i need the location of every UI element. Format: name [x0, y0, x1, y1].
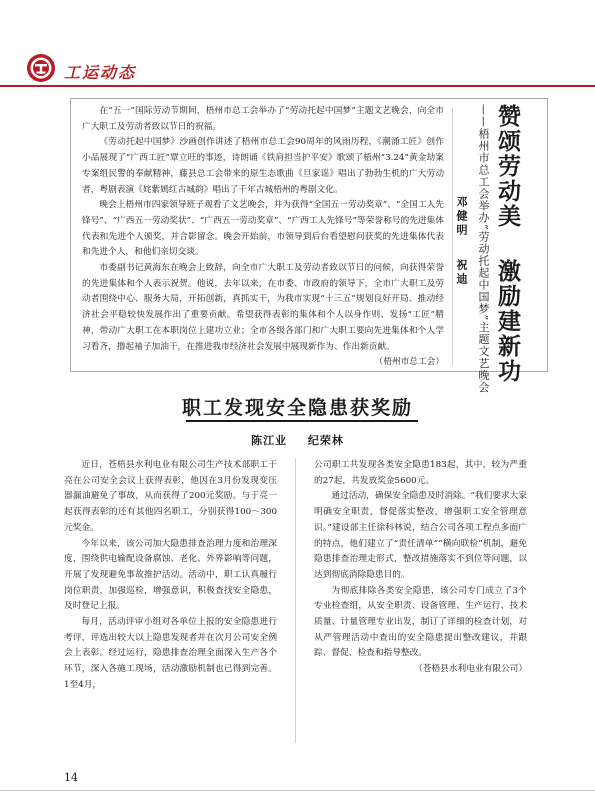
lower-paragraph: 为彻底排除各类安全隐患，该公司专门成立了3个专业检查组，从安全职责、设备管理、生产运行、技术质量、计量管理专业出发，制订了详细的检查计划，对从严管理活动中查出的安全隐患提出整改建议，并跟踪、督促、检查和指导整改。: [314, 585, 527, 659]
header-rule: [0, 85, 595, 87]
lower-article-source: （苍梧县水利电业有限公司）: [414, 664, 527, 675]
upper-article-subtitle: ——梧州市总工会举办“劳动托起中国梦”主题文艺晚会: [477, 104, 490, 394]
lower-article-authors: [0, 432, 595, 448]
lower-author: 陈江业: [251, 434, 288, 447]
upper-column-divider: [452, 108, 453, 366]
page-number: 14: [64, 771, 78, 784]
upper-paragraph: 在“五一”国际劳动节期间，梧州市总工会举办了“劳动托起中国梦”主题文艺晚会，向全市广大职工及劳动者致以节日的祝福。: [82, 106, 444, 132]
lower-author: 纪荣林: [307, 434, 344, 447]
lower-column-divider: [295, 458, 296, 743]
upper-author: 祝迪: [455, 258, 468, 287]
upper-article-body: [82, 104, 444, 371]
upper-article-source: （梧州市总工会）: [374, 357, 444, 368]
title-underline: [186, 420, 418, 422]
upper-author: 邓健明: [455, 196, 468, 238]
footer-rule: [0, 790, 595, 791]
lower-article-title: 职工发现安全隐患获奖励: [181, 397, 413, 419]
section-title: 工运动态: [64, 63, 137, 82]
upper-paragraph: 晚会上梧州市四家领导班子观看了文艺晚会，并为获得“全国五一劳动奖章”、“全国工人先锋号”、“广西五一劳动奖状”、“广西五一劳动奖章”、“广西工人先锋号”等荣誉称号的先进集体代表和先进个人颁奖，并合影留念。晚会开始前，市领导到后台看望慰问获奖的先进集体代表和先进个人，和他们亲切交谈。: [82, 200, 444, 258]
lower-paragraph: 每月，活动评审小组对各单位上报的安全隐患进行考评，评选出较大以上隐患发现者并在次月公司安全例会上表彰。经过运行，隐患排查治理全面深入生产各个环节，深入各施工现场，活动激励机制也已得到完善。1至4月，: [64, 617, 277, 690]
lower-paragraph: 近日，苍梧县水利电业有限公司生产技术部职工于亮在公司安全会议上获得表彰，他因在3月份发现变压器漏油避免了事故，从而获得了200元奖励。与于亮一起获得表彰的还有其他四名职工，分别获得100～300元奖金。: [64, 460, 277, 533]
upper-article-authors: [454, 196, 468, 287]
lower-right-column: [314, 458, 527, 678]
lower-paragraph: 今年以来，该公司加大隐患排查治理力度和治理深度，围绕供电输配设备腐蚀、老化、外界影响等问题，开展了发现避免事故推护活动。活动中，职工认真履行岗位职责，加强巡检，增强意识，积极查找安全隐患，及时登记上报。: [64, 538, 277, 612]
upper-title-line2: 激励建新功: [494, 259, 521, 385]
lower-paragraph-continued: 公司职工共发现各类安全隐患183起，其中，较为严重的27起，共发放奖金5600元。: [314, 460, 527, 486]
upper-paragraph: 市委副书记黄海东在晚会上致辞，向全市广大职工及劳动者致以节日的问候，向获得荣誉的先进集体和个人表示祝贺。他说，去年以来，在市委、市政府的领导下，全市广大职工及劳动者围绕中心、服务大局，开拓创新，真抓实干，为我市实现“十三五”规划良好开局、推动经济社会平稳较快发展作出了重要贡献。希望获得表彰的集体和个人以身作则、发扬“工匠”精神，带动广大职工在本职岗位上建功立业；全市各级各部门和广大职工要向先进集体和个人学习看齐，撸起袖子加油干，在推进我市经济社会发展中展现新作为、作出新贡献。: [82, 263, 444, 352]
upper-article-title: [494, 104, 520, 384]
lower-left-column: [64, 458, 277, 694]
union-logo-icon: [26, 53, 56, 83]
upper-paragraph: 《劳动托起中国梦》沙画创作讲述了梧州市总工会90周年的风雨历程，《潮涌工匠》创作小品展现了“广西工匠”覃立旺的事迹，诗朗诵《铁肩担当护平安》歌颂了梧州“3.24”黄金劫案专案组民警的奉献精神，藤县总工会带来的原生态歌曲《旦家谣》唱出了勃勃生机的广大劳动者，粤剧表演《姹紫嫣红古城韵》唱出了千年古城梧州的粤剧文化。: [82, 137, 444, 195]
lower-paragraph: 通过活动，确保安全隐患及时消除。“我们要求大家明确安全职责，督促落实整改，增强职工安全管理意识。”建设部主任徐科林说，结合公司各项工程点多面广的特点，他们建立了“责任清单”“横向联检”机制，避免隐患排查治理走形式，整改措施落实不到位等问题，以达到彻底消除隐患目的。: [314, 491, 527, 580]
upper-title-line1: 赞颂劳动美: [494, 104, 521, 229]
